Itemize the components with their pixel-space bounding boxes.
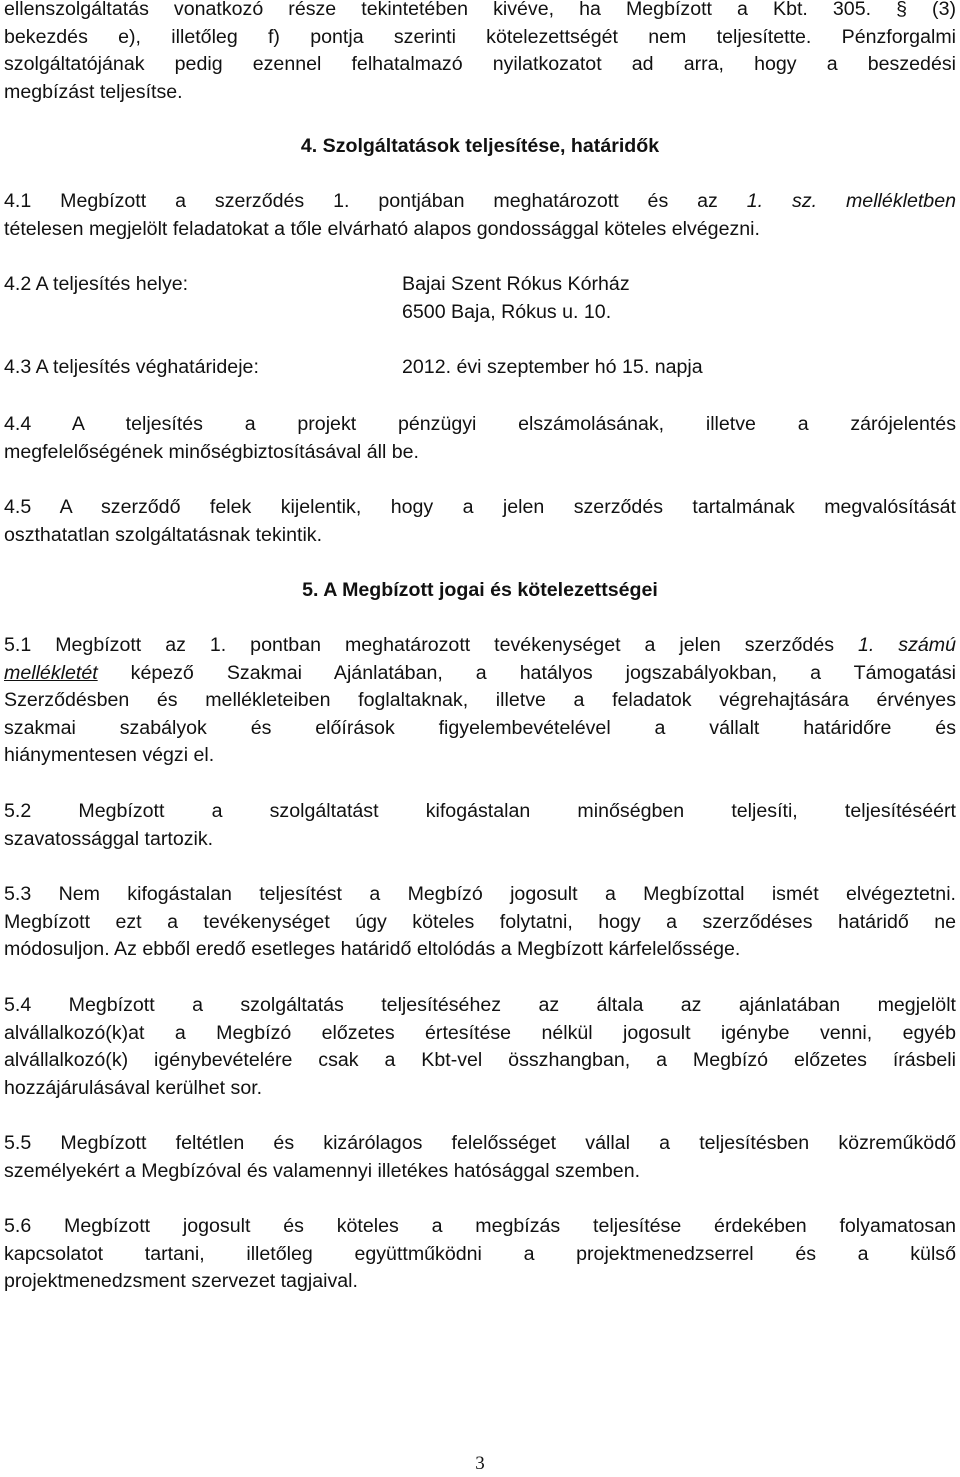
paragraph-5-3: [4, 881, 956, 964]
paragraph-5-5: [4, 1130, 956, 1185]
paragraph-5-3-line-1: 5.3 Nem kifogástalan teljesítést a Megbízó jogosult a Megbízottal ismét elvégeztetni.: [4, 883, 956, 905]
paragraph-5-6-line-2: kapcsolatot tartani, illetőleg együttműködni a projektmenedzserrel és a külső: [4, 1242, 956, 1265]
paragraph-4-1: [4, 188, 956, 243]
paragraph-4-2: [4, 271, 956, 327]
paragraph-4-1-text: 4.1 Megbízott a szerződés 1. pontjában meghatározott és az: [4, 190, 747, 212]
intro-line-3: szolgáltatójának pedig ezennel felhatalmazó nyilatkozatot ad arra, hogy a beszedési: [4, 53, 956, 76]
document-page: [4, 0, 956, 1477]
intro-line-2: bekezdés e), illetőleg f) pontja szerinti kötelezettségét nem teljesítette. Pénzforgalmi: [4, 25, 956, 48]
paragraph-5-2-line-2: szavatossággal tartozik.: [4, 827, 214, 850]
paragraph-5-4: [4, 992, 956, 1102]
annex-word-reference: mellékletét: [4, 661, 98, 684]
annex-reference: 1. sz. mellékletben: [746, 190, 956, 212]
performance-place-address: 6500 Baja, Rókus u. 10.: [402, 300, 612, 323]
paragraph-4-5-line-2: oszthatatlan szolgáltatásnak tekintik.: [4, 523, 323, 546]
paragraph-5-6-line-3: projektmenedzsment szervezet tagjaival.: [4, 1270, 358, 1293]
paragraph-4-1-line-2: tételesen megjelölt feladatokat a tőle elvárható alapos gondossággal köteles elvégezni.: [4, 217, 760, 240]
paragraph-5-5-line-2: személyekért a Megbízóval és valamennyi illetékes hatósággal szemben.: [4, 1159, 641, 1182]
performance-place-name: Bajai Szent Rókus Kórház: [402, 273, 630, 295]
paragraph-5-1-line-4: szakmai szabályok és előírások figyelembevételével a vállalt határidőre és: [4, 716, 956, 739]
paragraph-4-3: [4, 354, 956, 382]
paragraph-5-1-line-2-text: képező Szakmai Ajánlatában, a hatályos jogszabályokban, a Támogatási: [97, 661, 956, 684]
section-5-heading: 5. A Megbízott jogai és kötelezettségei: [302, 579, 658, 601]
paragraph-5-6: [4, 1213, 956, 1296]
paragraph-5-2-line-1: 5.2 Megbízott a szolgáltatást kifogástalan minőségben teljesíti, teljesítéséért: [4, 800, 956, 822]
paragraph-5-3-line-3: módosuljon. Az ebből eredő esetleges határidő eltolódás a Megbízott kárfelelőssége.: [4, 938, 741, 961]
paragraph-5-6-line-1: 5.6 Megbízott jogosult és köteles a megbízás teljesítése érdekében folyamatosan: [4, 1215, 956, 1237]
performance-place-label: 4.2 A teljesítés helye:: [4, 273, 189, 295]
paragraph-5-1: [4, 632, 956, 770]
paragraph-5-1-line-3: Szerződésben és mellékleteiben foglaltaknak, illetve a feladatok végrehajtására érvényes: [4, 689, 956, 712]
paragraph-5-1-line-1: [4, 632, 956, 660]
section-4-heading: 4. Szolgáltatások teljesítése, határidők: [300, 135, 660, 157]
paragraph-5-1-line-2: [4, 660, 956, 688]
paragraph-5-2: [4, 798, 956, 853]
paragraph-5-1-line-5: hiánymentesen végzi el.: [4, 744, 215, 767]
intro-line-1: ellenszolgáltatás vonatkozó része tekintetében kivéve, ha Megbízott a Kbt. 305. § (3): [4, 0, 956, 20]
paragraph-4-4-line-1: 4.4 A teljesítés a projekt pénzügyi elszámolásának, illetve a zárójelentés: [4, 413, 956, 435]
page-number: 3: [475, 1453, 485, 1474]
paragraph-5-4-line-1: 5.4 Megbízott a szolgáltatás teljesítéséhez az általa az ajánlatában megjelölt: [4, 994, 956, 1016]
paragraph-4-5-line-1: 4.5 A szerződő felek kijelentik, hogy a jelen szerződés tartalmának megvalósítását: [4, 496, 956, 518]
paragraph-4-4-line-2: megfelelőségének minőségbiztosításával áll be.: [4, 440, 419, 463]
deadline-value: 2012. évi szeptember hó 15. napja: [402, 356, 703, 378]
deadline-label: 4.3 A teljesítés véghatárideje:: [4, 356, 259, 378]
paragraph-5-3-line-2: Megbízott ezt a tevékenységet úgy köteles folytatni, hogy a szerződéses határidő ne: [4, 910, 956, 933]
paragraph-4-5: [4, 494, 956, 549]
paragraph-5-4-line-4: hozzájárulásával kerülhet sor.: [4, 1076, 263, 1099]
paragraph-5-4-line-3: alvállalkozó(k) igénybevételére csak a Kbt-vel összhangban, a Megbízó előzetes írásbeli: [4, 1049, 956, 1072]
paragraph-5-5-line-1: 5.5 Megbízott feltétlen és kizárólagos felelősséget vállal a teljesítésben közreműködő: [4, 1132, 956, 1154]
paragraph-4-1-line-1: [4, 188, 956, 216]
paragraph-5-4-line-2: alvállalkozó(k)at a Megbízó előzetes értesítése nélkül jogosult igénybe venni, egyéb: [4, 1021, 956, 1044]
intro-line-4: megbízást teljesítse.: [4, 80, 183, 103]
paragraph-4-4: [4, 411, 956, 466]
paragraph-5-1-text: 5.1 Megbízott az 1. pontban meghatározott tevékenységet a jelen szerződés: [4, 634, 858, 656]
intro-paragraph: [4, 0, 956, 106]
annex-number-reference: 1. számú: [857, 634, 956, 656]
